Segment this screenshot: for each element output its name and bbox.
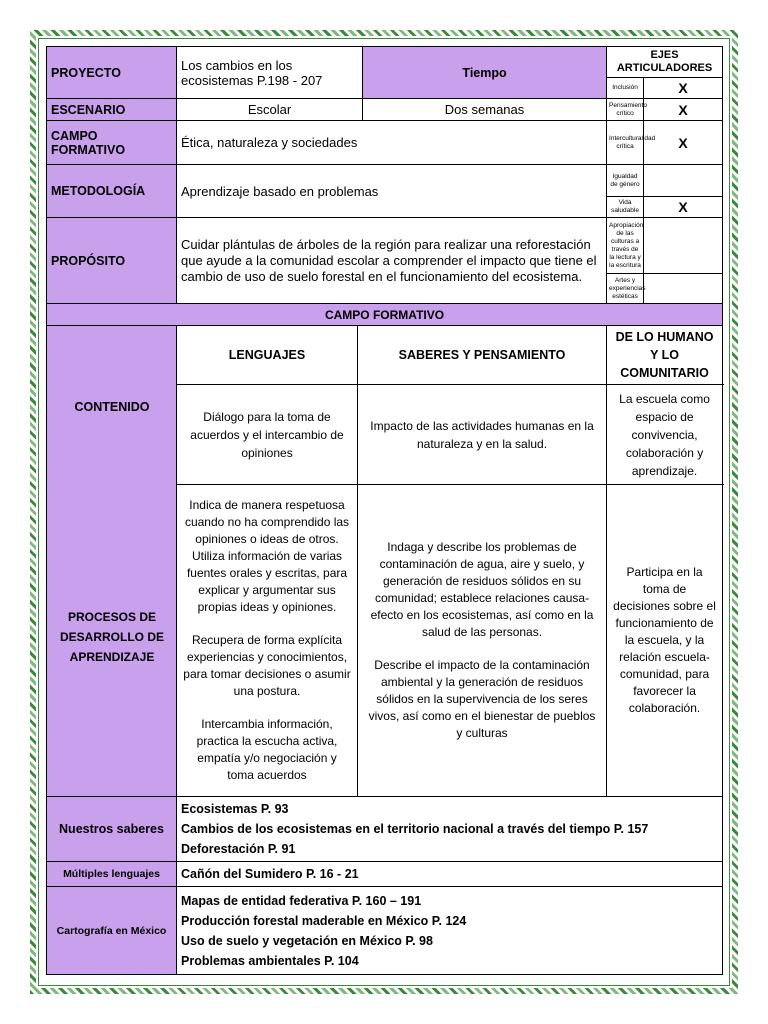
list-item: Cambios de los ecosistemas en el territorio nacional a través del tiempo P. 157 — [181, 822, 649, 836]
col-lenguajes: LENGUAJES — [177, 326, 358, 385]
cartografia-label: Cartografía en México — [47, 887, 177, 975]
eje-mark — [644, 165, 723, 197]
escenario-label: ESCENARIO — [47, 99, 177, 121]
proceso-text: Indaga y describe los problemas de contaminación de agua, aire y suelo, y generación de residuos sólidos en su comunidad; establece relaciones causa-efecto en los ecosistemas, así como en la salud de las personas. — [370, 540, 594, 639]
eje-mark: X — [644, 78, 723, 99]
col-saberes: SABERES Y PENSAMIENTO — [358, 326, 607, 385]
multiples-lenguajes-label: Múltiples lenguajes — [47, 862, 177, 887]
eje-mark: X — [644, 121, 723, 165]
procesos-lenguajes — [177, 485, 358, 797]
list-item: Mapas de entidad federativa P. 160 – 191 — [181, 893, 422, 908]
eje-name: Vida saludable — [607, 197, 644, 218]
contenido-saberes: Impacto de las actividades humanas en la naturaleza y en la salud. — [358, 385, 607, 485]
col-humano: DE LO HUMANO Y LO COMUNITARIO — [607, 326, 723, 385]
planning-table — [46, 46, 723, 975]
proceso-text: Recupera de forma explícita experiencias y conocimientos, para tomar decisiones o asumir una postura. — [183, 633, 351, 698]
proyecto-value: Los cambios en los ecosistemas P.198 - 207 — [177, 47, 363, 99]
eje-name: Pensamiento crítico — [607, 99, 644, 121]
contenido-humano: La escuela como espacio de convivencia, colaboración y aprendizaje. — [607, 385, 723, 485]
eje-name: Artes y experiencias estéticas — [607, 274, 644, 304]
eje-mark: X — [644, 197, 723, 218]
campo-formativo-banner: CAMPO FORMATIVO — [47, 304, 723, 326]
eje-name: Interculturalidad crítica — [607, 121, 644, 165]
eje-name: Igualdad de género — [607, 165, 644, 197]
campo-label: CAMPO FORMATIVO — [47, 121, 177, 165]
contenido-label: CONTENIDO — [74, 400, 150, 414]
left-label-column — [47, 326, 177, 797]
list-item: Uso de suelo y vegetación en México P. 98 — [181, 933, 433, 948]
list-item: Deforestación P. 91 — [181, 842, 296, 856]
eje-name: Apropiación de las culturas a través de la lectura y la escritura — [607, 218, 644, 274]
eje-mark — [644, 218, 723, 274]
list-item: Producción forestal maderable en México P. 124 — [181, 913, 467, 928]
multiples-lenguajes-list — [177, 862, 723, 887]
cartografia-list — [177, 887, 723, 975]
metodologia-value: Aprendizaje basado en problemas — [177, 165, 607, 218]
proceso-text: Utiliza información de varias fuentes orales y escritas, para explicar y argumentar sus propias ideas y opiniones. — [186, 549, 348, 614]
nuestros-saberes-list — [177, 797, 723, 862]
proposito-label: PROPÓSITO — [47, 218, 177, 304]
list-item: Cañón del Sumidero P. 16 - 21 — [181, 867, 359, 881]
proceso-text: Indica de manera respetuosa cuando no ha comprendido las opiniones o ideas de otros. — [184, 498, 350, 546]
nuestros-saberes-label: Nuestros saberes — [47, 797, 177, 862]
ejes-label: EJES ARTICULADORES — [607, 47, 723, 78]
proyecto-label: PROYECTO — [47, 47, 177, 99]
eje-name: Inclusión — [607, 78, 644, 99]
campo-value: Ética, naturaleza y sociedades — [177, 121, 607, 165]
contenido-lenguajes: Diálogo para la toma de acuerdos y el intercambio de opiniones — [177, 385, 358, 485]
tiempo-label: Tiempo — [363, 47, 607, 99]
escenario-value: Escolar — [177, 99, 363, 121]
proceso-text: Describe el impacto de la contaminación ambiental y la generación de residuos sólidos en la supervivencia de los seres vivos, así como en el bienestar de pueblos y culturas — [368, 658, 596, 740]
tiempo-value: Dos semanas — [363, 99, 607, 121]
procesos-saberes — [358, 485, 607, 797]
proposito-value: Cuidar plántulas de árboles de la región para realizar una reforestación que ayude a la comunidad escolar a comprender el impacto que tiene el cambio de uso de suelo forestal en el funcionamiento del ecosistema. — [177, 218, 607, 304]
list-item: Problemas ambientales P. 104 — [181, 953, 359, 968]
metodologia-label: METODOLOGÍA — [47, 165, 177, 218]
list-item: Ecosistemas P. 93 — [181, 802, 289, 816]
eje-mark: X — [644, 99, 723, 121]
eje-mark — [644, 274, 723, 304]
procesos-humano: Participa en la toma de decisiones sobre el funcionamiento de la escuela, y la relación escuela-comunidad, para favorecer la colaboración. — [607, 485, 723, 797]
procesos-label: PROCESOS DE DESARROLLO DE APRENDIZAJE — [59, 610, 164, 664]
proceso-text: Intercambia información, practica la escucha activa, empatía y/o negociación y toma acuerdos — [196, 717, 338, 782]
